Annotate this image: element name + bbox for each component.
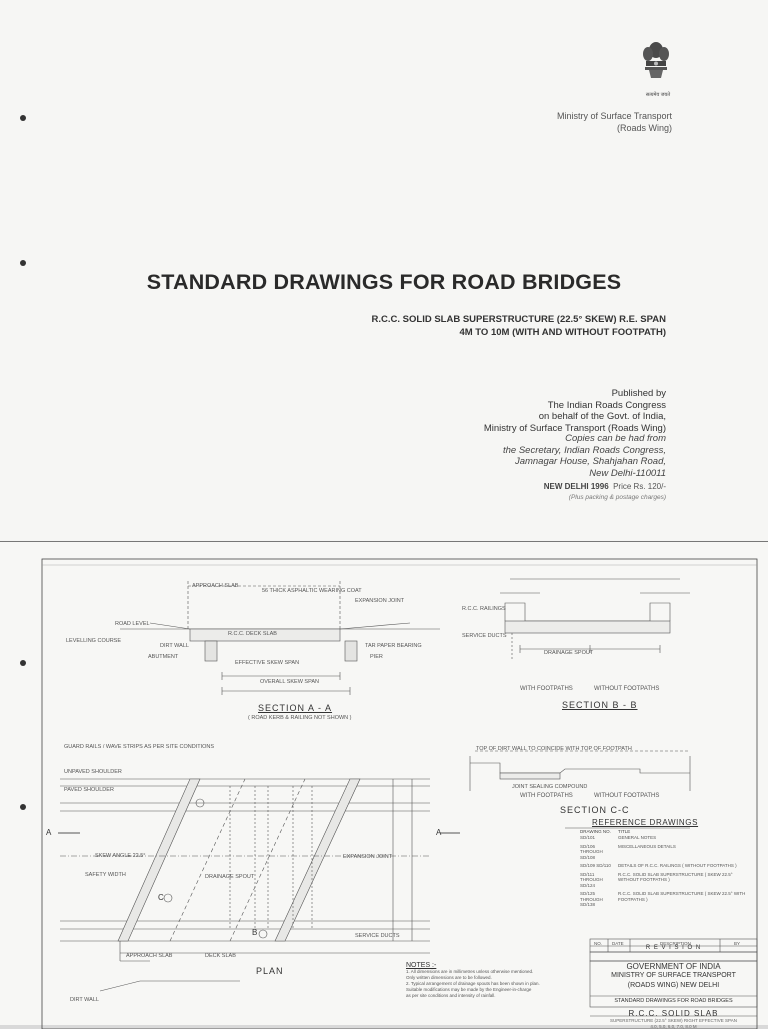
- revision-date: DATE: [612, 941, 624, 946]
- revision-by: BY: [734, 941, 741, 946]
- reference-no: SD/106 THROUGH SD/108: [580, 843, 603, 860]
- note-line: Suitable modifications may be made by the Engineer-in-charge: [406, 987, 532, 992]
- note-line: Only written dimensions are to be followed.: [406, 975, 492, 980]
- notes-title: NOTES :-: [406, 962, 437, 969]
- revision-title: R E V I S I O N: [645, 945, 702, 951]
- label-top-of-dirt-wall: TOP OF DIRT WALL TO COINCIDE WITH TOP OF FOOTPATH: [476, 746, 632, 752]
- national-emblem-icon: [640, 40, 672, 88]
- ministry-name: Ministry of Surface Transport: [556, 111, 672, 121]
- title-block-govt: GOVERNMENT OF INDIA: [626, 962, 721, 971]
- label-rcc-railings: R.C.C. RAILINGS: [462, 606, 506, 612]
- ministry-wing: (Roads Wing): [616, 123, 672, 133]
- label-approach-slab: APPROACH SLAB: [192, 583, 239, 589]
- publisher-line: on behalf of the Govt. of India,: [538, 411, 666, 422]
- subtitle-line: R.C.C. SOLID SLAB SUPERSTRUCTURE (22.5° SKEW) R.E. SPAN: [371, 314, 666, 325]
- label-road-level: ROAD LEVEL: [115, 621, 150, 627]
- document-title: STANDARD DRAWINGS FOR ROAD BRIDGES: [146, 270, 622, 294]
- section-aa-title: SECTION A - A: [258, 703, 333, 713]
- drawing-linework: [0, 541, 768, 1024]
- label-expansion-joint-plan: EXPANSION JOINT: [343, 854, 393, 860]
- section-mark-a-right: A: [436, 828, 442, 837]
- revision-description: DESCRIPTION: [660, 941, 691, 946]
- label-overall-span: OVERALL SKEW SPAN: [260, 679, 319, 685]
- price-line: [544, 482, 666, 491]
- label-without-footpaths-cc: WITHOUT FOOTPATHS: [594, 793, 660, 799]
- reference-title-cell: DETAILS OF R.C.C. RAILINGS ( WITHOUT FOOTPATHS ): [618, 863, 737, 868]
- label-dirt-wall-plan: DIRT WALL: [70, 997, 99, 1003]
- title-block-ministry: MINISTRY OF SURFACE TRANSPORT: [611, 972, 736, 979]
- reference-row: [580, 891, 750, 908]
- reference-head-title: TITLE: [618, 829, 631, 834]
- reference-no: SD/101: [580, 835, 596, 840]
- reference-drawings: [580, 818, 750, 908]
- notes-block: [406, 962, 586, 999]
- label-with-footpaths-cc: WITH FOOTPATHS: [520, 793, 573, 799]
- section-aa-note: ( ROAD KERB & RAILING NOT SHOWN ): [248, 715, 352, 721]
- label-rcc-deck-slab: R.C.C. DECK SLAB: [228, 631, 277, 637]
- copies-line: Jamnagar House, Shahjahan Road,: [514, 456, 666, 467]
- reference-row: [580, 835, 750, 841]
- punch-hole: [20, 115, 26, 121]
- copies-block: [503, 433, 666, 479]
- note-line: 1. All dimensions are in millimetres unless otherwise mentioned.: [406, 969, 534, 974]
- reference-no: SD/125 THROUGH SD/138: [580, 891, 603, 907]
- reference-title-cell: MISCELLANEOUS DETAILS: [618, 843, 676, 849]
- reference-row: [580, 844, 750, 861]
- label-with-footpaths: WITH FOOTPATHS: [520, 686, 573, 692]
- publisher-line: Ministry of Surface Transport (Roads Wing): [483, 422, 666, 434]
- label-without-footpaths: WITHOUT FOOTPATHS: [594, 686, 660, 692]
- reference-title: REFERENCE DRAWINGS: [592, 818, 699, 827]
- section-bb-title: SECTION B - B: [562, 700, 638, 710]
- reference-head-no: DRAWING NO.: [580, 829, 611, 834]
- label-deck-slab: DECK SLAB: [205, 953, 236, 959]
- reference-row: [580, 872, 750, 889]
- ministry-heading: [557, 110, 672, 134]
- section-mark-c: C: [158, 893, 164, 902]
- subtitle-line: 4M TO 10M (WITH AND WITHOUT FOOTPATH): [459, 327, 666, 338]
- section-bb-linework: [500, 579, 690, 659]
- label-guard-rails: GUARD RAILS / WAVE STRIPS AS PER SITE CONDITIONS: [64, 744, 215, 750]
- publisher-line: Published by: [611, 388, 666, 399]
- label-levelling-course: LEVELLING COURSE: [66, 638, 122, 644]
- title-block-subject: R.C.C. SOLID SLAB: [628, 1009, 719, 1018]
- copies-line: Copies can be had from: [565, 433, 666, 444]
- label-wearing-coat: 56 THICK ASPHALTIC WEARING COAT: [262, 588, 362, 594]
- label-expansion-joint: EXPANSION JOINT: [355, 598, 405, 604]
- publisher-block: [484, 388, 666, 434]
- document-subtitle: [372, 313, 666, 339]
- label-approach-slab-plan: APPROACH SLAB: [126, 953, 173, 959]
- note-line: as per site conditions and intensity of rainfall.: [406, 993, 496, 998]
- label-service-ducts: SERVICE DUCTS: [462, 633, 507, 639]
- label-dirt-wall: DIRT WALL: [160, 643, 189, 649]
- section-mark-b: B: [252, 928, 258, 937]
- reference-no: SD/111 THROUGH SD/124: [580, 871, 603, 888]
- label-effective-span: EFFECTIVE SKEW SPAN: [235, 660, 300, 666]
- label-abutment: ABUTMENT: [148, 654, 179, 660]
- reference-title-cell: GENERAL NOTES: [618, 835, 657, 840]
- label-drainage-spout-plan: DRAINAGE SPOUT: [205, 874, 255, 880]
- title-block-spans: 4.0, 5.0, 6.0, 7.0, 8.0 M: [650, 1024, 697, 1029]
- reference-title-cell: R.C.C. SOLID SLAB SUPERSTRUCTURE ( SKEW 22.5° WITH FOOTPATHS ): [618, 891, 746, 902]
- plan-linework: [58, 779, 460, 991]
- revision-no: NO.: [594, 941, 603, 946]
- label-skew-angle: SKEW ANGLE 22.5°: [95, 853, 146, 859]
- section-mark-a-left: A: [46, 828, 52, 837]
- reference-row: [580, 863, 750, 869]
- label-safety-width: SAFETY WIDTH: [85, 872, 126, 878]
- reference-title-cell: R.C.C. SOLID SLAB SUPERSTRUCTURE ( SKEW 22.5° WITHOUT FOOTPATHS ): [618, 871, 733, 882]
- postage-note: (Plus packing & postage charges): [568, 494, 666, 501]
- plan-title: PLAN: [256, 966, 284, 976]
- section-cc-title: SECTION C-C: [560, 805, 630, 815]
- punch-hole: [20, 660, 26, 666]
- punch-hole: [20, 260, 26, 266]
- note-line: 2. Typical arrangement of drainage spouts has been shown in plan.: [406, 981, 540, 986]
- label-paved-shoulder: PAVED SHOULDER: [64, 787, 114, 793]
- publisher-line: The Indian Roads Congress: [547, 399, 666, 411]
- copies-line: the Secretary, Indian Roads Congress,: [503, 444, 666, 456]
- title-block-series: STANDARD DRAWINGS FOR ROAD BRIDGES: [614, 998, 733, 1004]
- price: Price Rs. 120/-: [613, 482, 666, 491]
- reference-header: [580, 829, 750, 834]
- punch-hole: [20, 804, 26, 810]
- copies-line: New Delhi-110011: [589, 467, 666, 479]
- label-tar-paper: TAR PAPER BEARING: [365, 643, 422, 649]
- label-pier: PIER: [370, 654, 383, 660]
- label-unpaved-shoulder: UNPAVED SHOULDER: [64, 769, 122, 775]
- emblem-caption: सत्यमेव जयते: [645, 92, 671, 98]
- reference-no: SD/109 SD/110: [580, 863, 611, 868]
- label-drainage-spout: DRAINAGE SPOUT: [544, 650, 594, 656]
- label-joint-sealing: JOINT SEALING COMPOUND: [512, 784, 588, 790]
- title-block-wing: (ROADS WING) NEW DELHI: [627, 982, 720, 989]
- place-year: NEW DELHI 1996: [543, 482, 609, 491]
- label-service-ducts-plan: SERVICE DUCTS: [355, 933, 400, 939]
- title-block-detail: SUPERSTRUCTURE (22.5° SKEW) RIGHT EFFECTIVE SPAN: [610, 1018, 737, 1023]
